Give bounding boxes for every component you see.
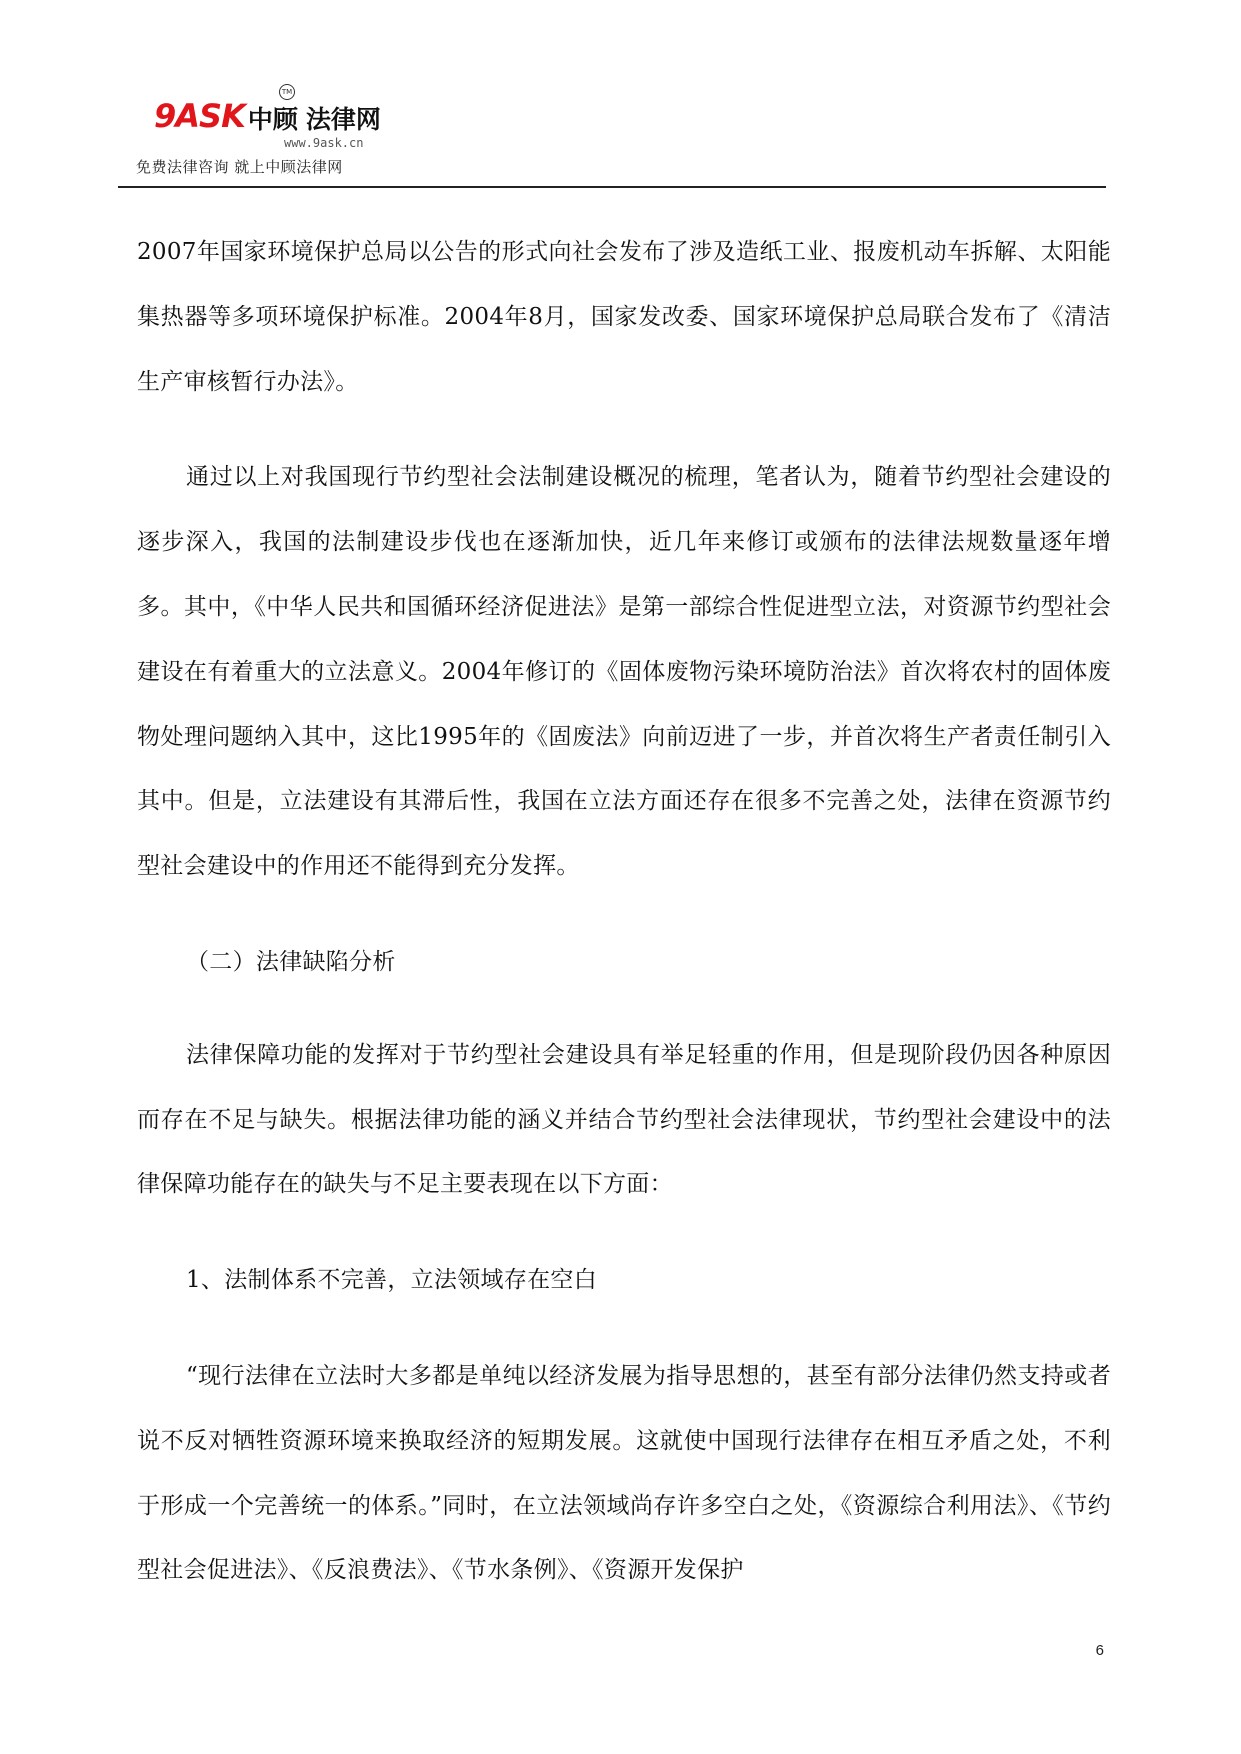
logo-brand-text: 9ASK [154,97,245,135]
section-heading: （二）法律缺陷分析 [186,948,396,975]
paragraph-4: “现行法律在立法时大多都是单纯以经济发展为指导思想的，甚至有部分法律仍然支持或者说不反对牺牲资源环境来换取经济的短期发展。这就使中国现行法律存在相互矛盾之处，不利于形成一个完善统一的体系。”同时，在立法领域尚存许多空白之处，《资源综合利用法》、《节约型社会促进法》、《反浪费法》、《节水条例》、《资源开发保护 [137,1362,1111,1584]
logo-net-text: 法律网 [305,105,381,134]
paragraph-3: 法律保障功能的发挥对于节约型社会建设具有举足轻重的作用，但是现阶段仍因各种原因而存在不足与缺失。根据法律功能的涵义并结合节约型社会法律现状，节约型社会建设中的法律保障功能存在的缺失与不足主要表现在以下方面： [137,1041,1111,1198]
logo-wordmark [154,97,381,135]
page-number: 6 [1095,1642,1104,1659]
paragraph-2: 通过以上对我国现行节约型社会法制建设概况的梳理，笔者认为，随着节约型社会建设的逐步深入，我国的法制建设步伐也在逐渐加快，近几年来修订或颁布的法律法规数量逐年增多。其中，《中华人民共和国循环经济促进法》是第一部综合性促进型立法，对资源节约型社会建设在有着重大的立法意义。2004年修订的《固体废物污染环境防治法》首次将农村的固体废物处理问题纳入其中，这比1995年的《固废法》向前迈进了一步，并首次将生产者责任制引入其中。但是，立法建设有其滞后性，我国在立法方面还存在很多不完善之处，法律在资源节约型社会建设中的作用还不能得到充分发挥。 [137,464,1111,880]
document-body [137,220,1111,1603]
logo-url: www.9ask.cn [284,136,364,150]
paragraph-1: 2007年国家环境保护总局以公告的形式向社会发布了涉及造纸工业、报废机动车拆解、太阳能集热器等多项环境保护标准。2004年8月，国家发改委、国家环境保护总局联合发布了《清洁生产审核暂行办法》。 [137,239,1111,395]
subsection-heading: 1、法制体系不完善，立法领域存在空白 [186,1267,598,1294]
trademark-icon: TM [279,84,295,100]
header-divider [118,186,1106,188]
logo-chinese-name: 中顾 [247,105,298,134]
site-logo [136,82,436,182]
logo-slogan: 免费法律咨询 就上中顾法律网 [136,158,343,176]
